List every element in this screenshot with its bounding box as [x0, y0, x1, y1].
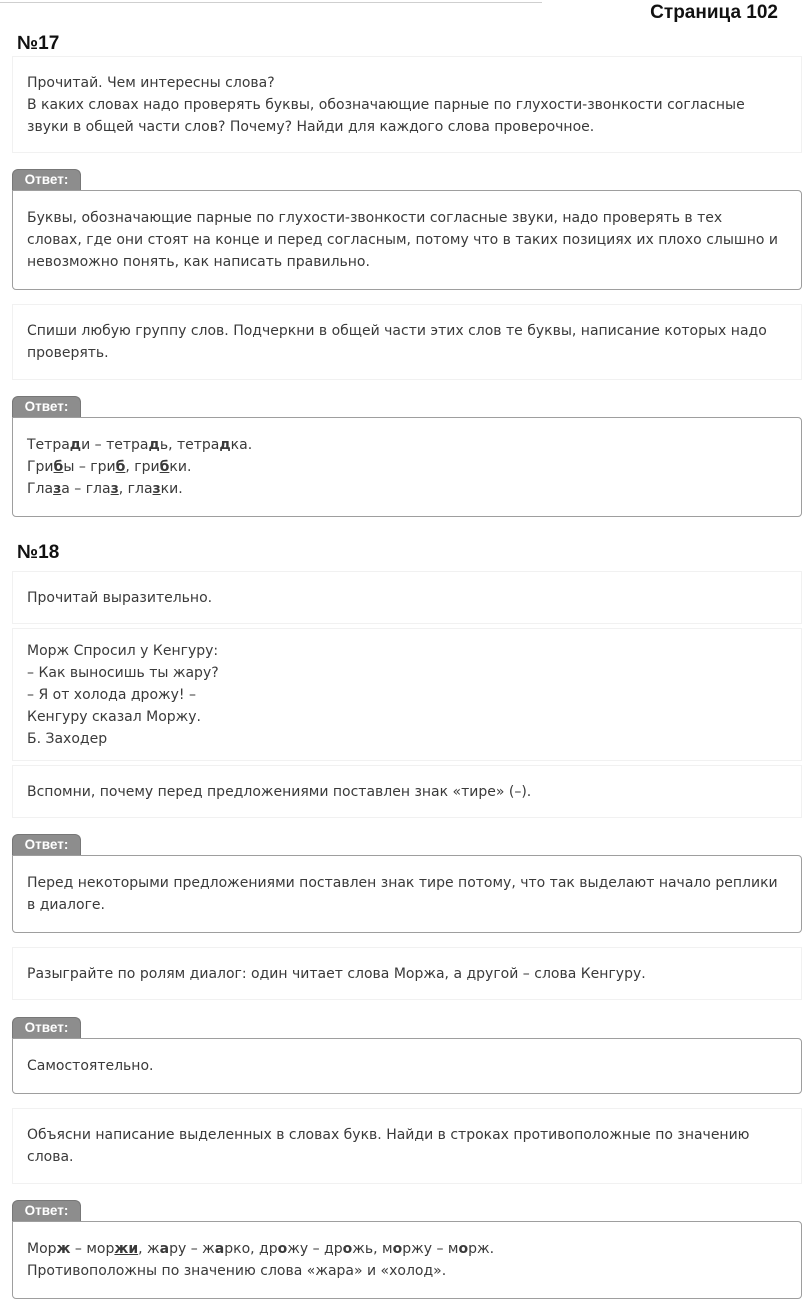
page-number: Страница 102	[650, 2, 778, 23]
poem-line: Морж Спросил у Кенгуру:	[27, 642, 219, 659]
highlighted-letter: з	[53, 481, 62, 497]
text-line: Прочитай выразительно.	[27, 589, 213, 606]
poem-author: Б. Заходер	[27, 730, 108, 747]
highlighted-letter: б	[115, 459, 126, 475]
text-line: Перед некоторыми предложениями поставлен знак тире потому, что так выделают начало реплики	[27, 875, 778, 891]
highlighted-letter: б	[53, 459, 64, 475]
ex18-answer-3	[12, 1038, 802, 1094]
highlighted-letter: б	[159, 459, 170, 475]
highlighted-letter: о	[342, 1241, 353, 1257]
highlighted-letter: а	[159, 1241, 170, 1257]
text-line: Прочитай. Чем интересны слова?	[27, 74, 275, 91]
text-line: словах, где они стоят на конце и перед согласным, потому что в таких позициях их плохо слышно и	[27, 232, 778, 248]
text-line: Противоположны по значению слова «жара» и «холод».	[27, 1263, 447, 1279]
ex18-question-1	[12, 571, 802, 624]
word-group-line: Грибы – гриб, грибки.	[27, 459, 192, 475]
word-group-line: Тетради – тетрадь, тетрадка.	[27, 437, 253, 453]
answer-tab: Ответ:	[12, 396, 81, 417]
text-line: звуки в общей части слов? Почему? Найди для каждого слова проверочное.	[27, 118, 595, 135]
poem-line: Кенгуру сказал Моржу.	[27, 708, 202, 725]
ex18-answer-4	[12, 1221, 802, 1299]
highlighted-letter: жи	[114, 1241, 139, 1257]
top-divider	[0, 0, 542, 3]
text-line: проверять.	[27, 345, 109, 361]
text-line: Самостоятельно.	[27, 1058, 154, 1074]
text-line: Буквы, обозначающие парные по глухости-звонкости согласные звуки, надо проверять в тех	[27, 210, 723, 226]
ex18-question-4	[12, 1108, 802, 1184]
ex17-question-2	[12, 304, 802, 380]
text-line: в диалоге.	[27, 897, 105, 913]
highlighted-letter: з	[110, 481, 119, 497]
highlighted-letter: з	[152, 481, 161, 497]
word-pairs-line: Морж – моржи, жару – жарко, дрожу – дрожь, моржу – морж.	[27, 1241, 495, 1257]
word-group-line: Глаза – глаз, глазки.	[27, 481, 183, 497]
highlighted-letter: о	[458, 1241, 469, 1257]
exercise-17-number: №17	[17, 33, 60, 54]
highlighted-letter: о	[277, 1241, 288, 1257]
ex17-question-1	[12, 56, 802, 153]
ex18-answer-2	[12, 855, 802, 933]
ex18-question-3	[12, 947, 802, 1000]
highlighted-letter: а	[214, 1241, 225, 1257]
ex17-answer-2	[12, 417, 802, 517]
text-line: Разыграйте по ролям диалог: один читает слова Моржа, а другой – слова Кенгуру.	[27, 965, 646, 982]
poem-line: – Я от холода дрожу! –	[27, 686, 196, 703]
text-line: слова.	[27, 1149, 74, 1165]
ex17-answer-1	[12, 190, 802, 290]
answer-tab: Ответ:	[12, 1200, 81, 1221]
highlighted-letter: о	[392, 1241, 403, 1257]
highlighted-letter: д	[148, 437, 160, 453]
poem-line: – Как выносишь ты жару?	[27, 664, 219, 681]
answer-tab: Ответ:	[12, 834, 81, 855]
highlighted-letter: д	[69, 437, 82, 453]
highlighted-letter: ж	[56, 1241, 71, 1257]
highlighted-letter: д	[219, 437, 231, 453]
ex18-question-2	[12, 765, 802, 818]
text-line: Вспомни, почему перед предложениями поставлен знак «тире» (–).	[27, 783, 532, 800]
answer-tab: Ответ:	[12, 169, 81, 190]
exercise-18-number: №18	[17, 542, 60, 563]
answer-tab: Ответ:	[12, 1017, 81, 1038]
text-line: Объясни написание выделенных в словах букв. Найди в строках противоположные по значению	[27, 1127, 750, 1143]
text-line: невозможно понять, как написать правильно.	[27, 254, 370, 270]
text-line: Спиши любую группу слов. Подчеркни в общей части этих слов те буквы, написание которых надо	[27, 323, 767, 339]
text-line: В каких словах надо проверять буквы, обозначающие парные по глухости-звонкости согласные	[27, 96, 745, 113]
ex18-poem	[12, 628, 802, 761]
